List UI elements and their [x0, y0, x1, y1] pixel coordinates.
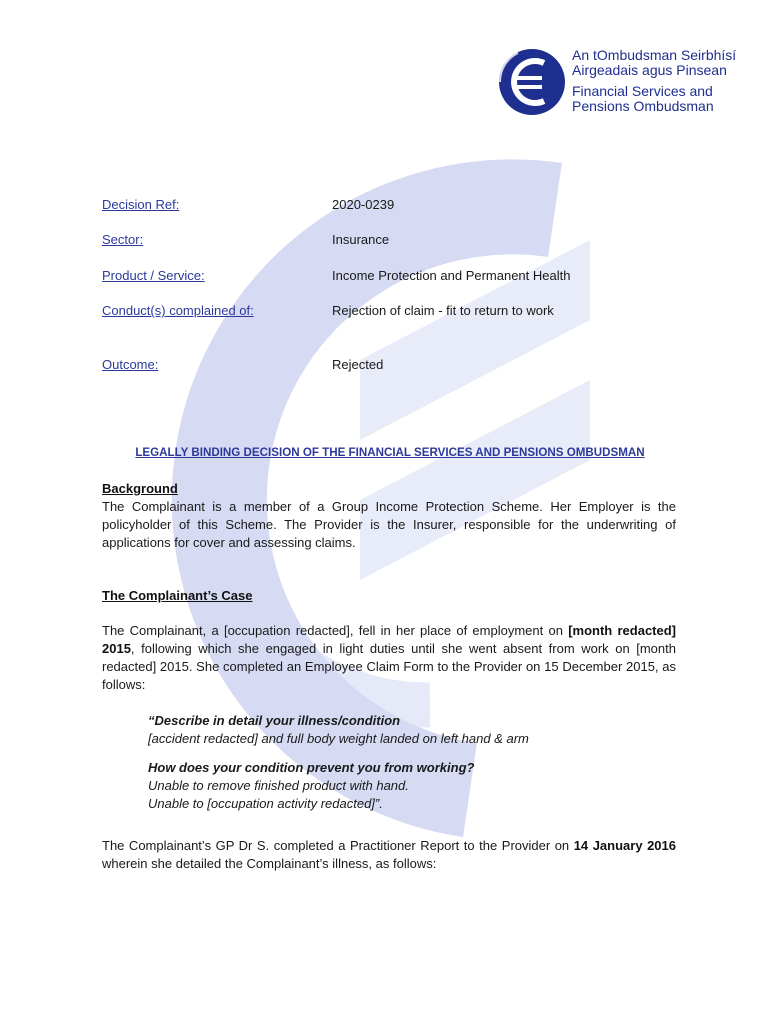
- logo-irish-line-2: Airgeadais agus Pinsean: [572, 62, 727, 78]
- quote-answer-2-line-2: Unable to [occupation activity redacted]”.: [148, 796, 383, 811]
- background-paragraph: The Complainant is a member of a Group Income Protection Scheme. Her Employer is the policyholder of this Scheme. The Provider is the Insurer, responsible for the underwriting of applications for cover and assessing claims.: [102, 499, 676, 550]
- quote-question-1: “Describe in detail your illness/condition: [148, 713, 401, 728]
- complainants-case-heading: The Complainant’s Case: [102, 588, 253, 603]
- sector-value: Insurance: [332, 232, 390, 247]
- complainants-case-paragraph-2: The Complainant’s GP Dr S. completed a Practitioner Report to the Provider on 14 January 2016 wherein she detailed the Complainant’s illness, as follows:: [102, 838, 676, 871]
- decision-ref-value: 2020-0239: [332, 197, 395, 212]
- fspo-euro-logo-icon: [498, 48, 566, 116]
- sector-label: Sector:: [102, 232, 144, 247]
- logo-irish-line-1: An tOmbudsman Seirbhísí: [572, 47, 737, 63]
- logo-english-line-2: Pensions Ombudsman: [572, 98, 714, 114]
- quote-question-2: How does your condition prevent you from working?: [148, 760, 475, 775]
- fspo-logo: [498, 44, 738, 124]
- conduct-label: Conduct(s) complained of:: [102, 303, 254, 318]
- product-label: Product / Service:: [102, 268, 205, 283]
- quote-answer-2-line-1: Unable to remove finished product with hand.: [148, 778, 409, 793]
- quote-answer-1: [accident redacted] and full body weight landed on left hand & arm: [148, 731, 529, 746]
- document-title: LEGALLY BINDING DECISION OF THE FINANCIAL SERVICES AND PENSIONS OMBUDSMAN: [135, 446, 645, 459]
- outcome-value: Rejected: [332, 357, 384, 372]
- claim-form-quote: [148, 712, 678, 813]
- outcome-label: Outcome:: [102, 357, 159, 372]
- decision-ref-label: Decision Ref:: [102, 197, 180, 212]
- background-heading: Background: [102, 481, 178, 496]
- logo-english-line-1: Financial Services and: [572, 83, 713, 99]
- product-value: Income Protection and Permanent Health: [332, 268, 571, 283]
- conduct-value: Rejection of claim - fit to return to work: [332, 303, 554, 318]
- logo-text: [572, 48, 736, 114]
- complainants-case-paragraph-1: The Complainant, a [occupation redacted], fell in her place of employment on [month redacted] 2015, following which she engaged in light duties until she went absent from work on [month redacted] 2015. She completed an Employee Claim Form to the Provider on 15 December 2015, as follows:: [102, 623, 677, 692]
